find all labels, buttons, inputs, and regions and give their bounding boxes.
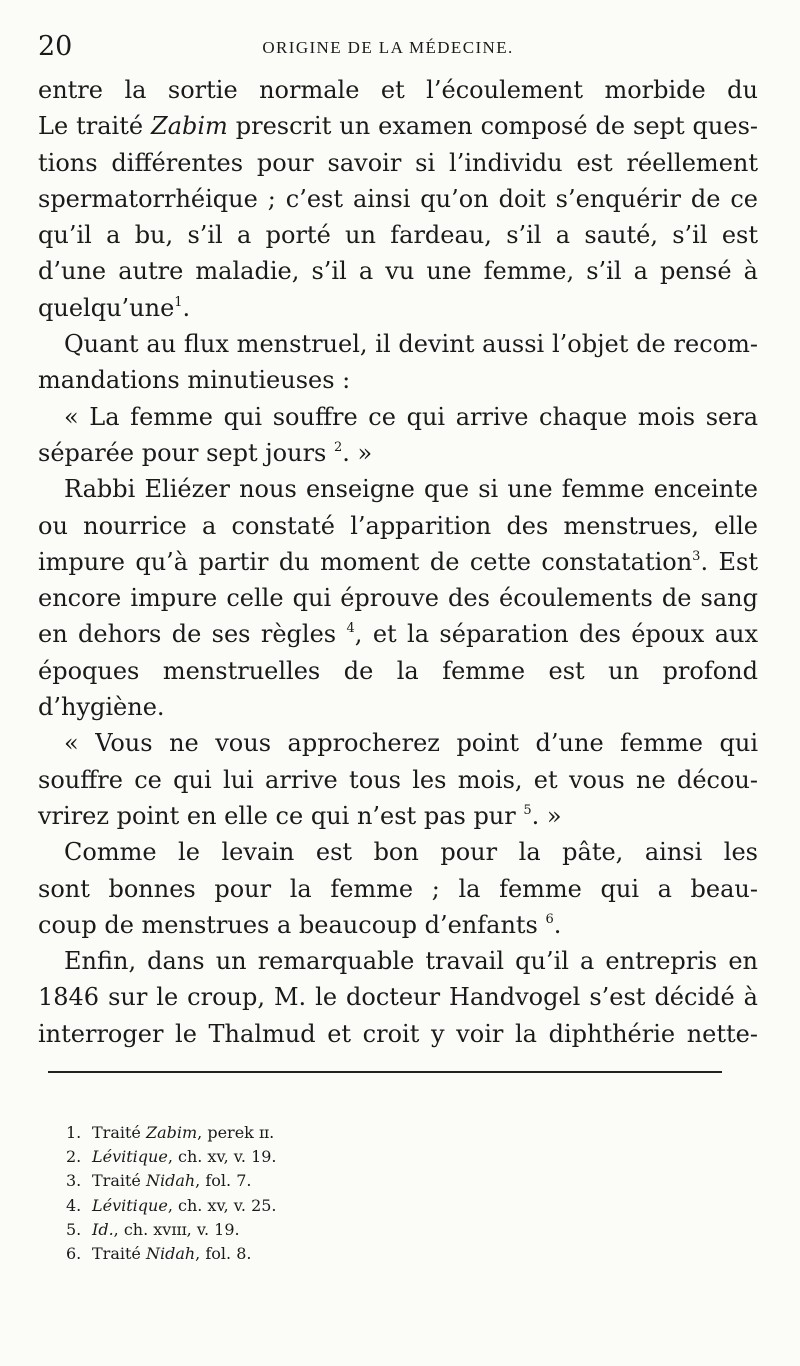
text-line: qu’il a bu, s’il a porté un fardeau, s’il a sauté, s’il est (38, 221, 758, 250)
text-line: « Vous ne vous approcherez point d’une femme qui (64, 729, 758, 758)
text-line: époques menstruelles de la femme est un profond (38, 656, 758, 685)
text-line: Comme le levain est bon pour la pâte, ainsi les (64, 838, 758, 867)
text-line: entre la sortie normale et l’écoulement morbide du (38, 76, 758, 104)
text-line: Rabbi Eliézer nous enseigne que si une femme enceinte (64, 475, 758, 504)
page-number: 20 (38, 31, 73, 62)
text-line: Quant au flux menstruel, il devint aussi l’objet de recom- (64, 330, 758, 359)
note-ref: 4 (346, 621, 355, 637)
footnote: 3. Traité Nidah, fol. 7. (66, 1171, 252, 1191)
text-line: Le traité Zabim prescrit un examen composé de sept ques- (38, 112, 758, 141)
text-line: Enfin, dans un remarquable travail qu’il a entrepris en (64, 947, 758, 976)
text-line: ou nourrice a constaté l’apparition des menstrues, elle (38, 511, 758, 540)
text-line: sont bonnes pour la femme ; la femme qui a beau- (38, 874, 758, 903)
text-line: d’hygiène. (38, 693, 165, 722)
text-line: « La femme qui souffre ce qui arrive chaque mois sera (64, 402, 758, 431)
footnote-separator (48, 1071, 722, 1073)
note-ref: 1 (174, 294, 183, 310)
text-line: tions différentes pour savoir si l’individu est réellement (38, 148, 758, 177)
footnote: 5. Id., ch. xvɪɪɪ, v. 19. (66, 1219, 240, 1239)
text-line: vrirez point en elle ce qui n’est pas pur $^5$. » (38, 801, 562, 830)
text-line: coup de menstrues a beaucoup d’enfants $^6$. (38, 910, 562, 939)
footnote: 2. Lévitique, ch. xv, v. 19. (66, 1147, 277, 1167)
text-line: quelqu’une$^1$. (38, 293, 191, 322)
text-line: d’une autre maladie, s’il a vu une femme, s’il a pensé à (38, 257, 758, 286)
text-line: 1846 sur le croup, M. le docteur Handvogel s’est décidé à (38, 983, 758, 1012)
body-text (38, 72, 758, 1052)
note-ref: 5 (523, 802, 532, 818)
footnote: 1. Traité Zabim, perek ɪɪ. (66, 1123, 275, 1142)
note-ref: 3 (692, 548, 701, 564)
footnote: 6. Traité Nidah, fol. 8. (66, 1244, 252, 1264)
text-line: séparée pour sept jours $^2$. » (38, 438, 373, 467)
footnote: 4. Lévitique, ch. xv, v. 25. (66, 1195, 277, 1215)
running-head (38, 30, 778, 70)
text-line: impure qu’à partir du moment de cette constatation$^3$. Est (38, 547, 758, 576)
note-ref: 6 (545, 911, 554, 927)
text-line: spermatorrhéique ; c’est ainsi qu’on doit s’enquérir de ce (38, 184, 758, 213)
note-ref: 2 (334, 439, 343, 455)
running-title: ORIGINE DE LA MÉDECINE. (262, 38, 514, 57)
text-line: mandations minutieuses : (38, 366, 351, 395)
text-line: en dehors de ses règles $^4$, et la séparation des époux aux (38, 620, 758, 649)
footnotes (66, 1121, 466, 1266)
text-line: interroger le Thalmud et croit y voir la diphthérie nette- (38, 1019, 758, 1048)
text-line: encore impure celle qui éprouve des écoulements de sang (38, 584, 758, 613)
text-line: souffre ce qui lui arrive tous les mois, et vous ne décou- (38, 765, 758, 794)
treatise-title: Zabim (151, 112, 228, 141)
